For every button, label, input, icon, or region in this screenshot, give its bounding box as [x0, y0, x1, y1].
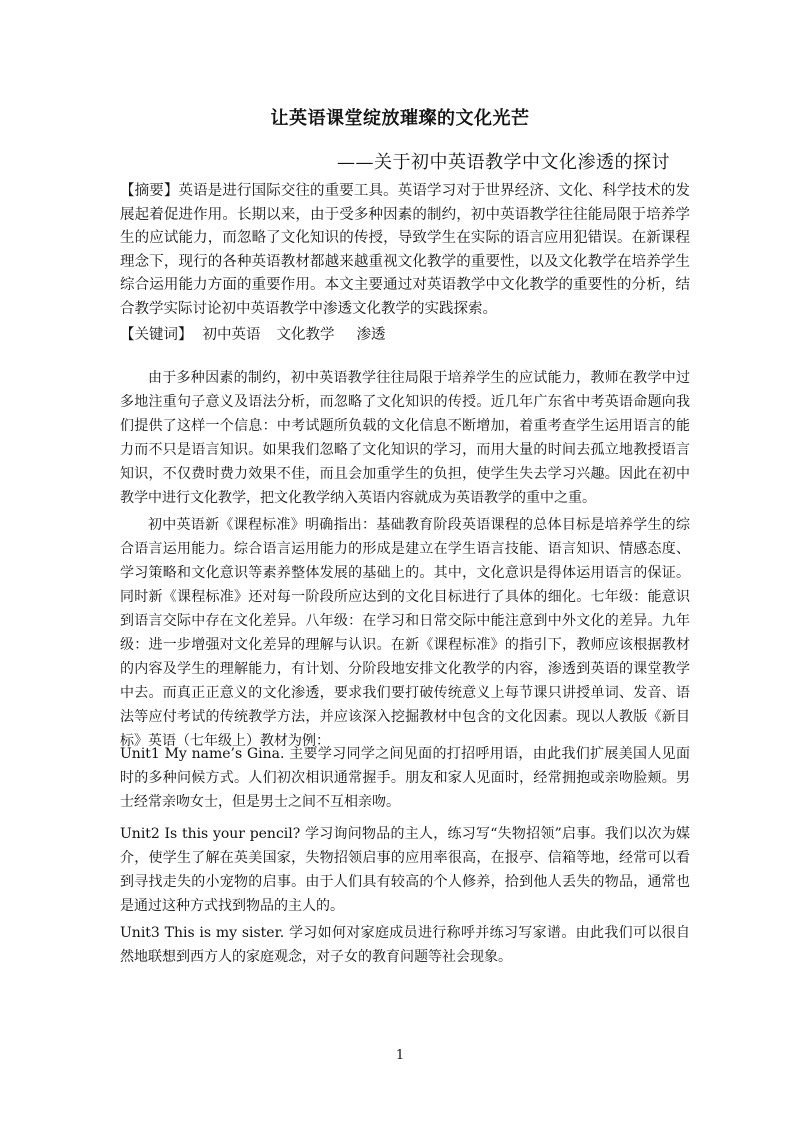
document-subtitle: ——关于初中英语教学中文化渗透的探讨 — [337, 152, 670, 173]
keywords — [120, 323, 690, 347]
abstract — [120, 180, 690, 321]
abstract-text: 英语是进行国际交往的重要工具。英语学习对于世界经济、文化、科学技术的发展起着促进作用。长期以来，由于受多种因素的制约，初中英语教学往往能局限于培养学生的应试能力，而忽略了文化知识的传授，导致学生在实际的语言应用犯错误。在新课程理念下，现行的各种英语教材都越来越重视文化教学的重要性，以及文化教学在培养学生综合运用能力方面的重要作用。本文主要通过对英语教学中文化教学的重要性的分析，结合教学实际讨论初中英语教学中渗透文化教学的实践探索。 — [120, 183, 691, 317]
unit-1-paragraph: Unit1 My name’s Gina. 主要学习同学之间见面的打招呼用语，由此我们扩展美国人见面时的多种问候方式。人们初次相识通常握手。朋友和家人见面时，经常拥抱或亲吻脸颊。男士经常亲吻女士，但是男士之间不互相亲吻。 — [120, 746, 690, 810]
unit-3-paragraph: Unit3 This is my sister. 学习如何对家庭成员进行称呼并练习写家谱。由此我们可以很自然地联想到西方人的家庭观念，对子女的教育问题等社会现象。 — [120, 925, 690, 965]
keyword-item: 渗透 — [356, 327, 386, 343]
body-paragraph-1: 由于多种因素的制约，初中英语教学往往局限于培养学生的应试能力，教师在教学中过多地注重句子意义及语法分析，而忽略了文化知识的传授。近几年广东省中考英语命题向我们提供了这样一个信息：中考试题所负载的文化信息不断增加，着重考查学生运用语言的能力而不只是语言知识。如果我们忽略了文化知识的学习，而用大量的时间去孤立地教授语言知识，不仅费时费力效果不佳，而且会加重学生的负担，使学生失去学习兴趣。因此在初中教学中进行文化教学，把文化教学纳入英语内容就成为英语教学的重中之重。 — [120, 370, 690, 506]
keyword-item: 文化教学 — [276, 327, 335, 343]
body-paragraph-2: 初中英语新《课程标准》明确指出：基础教育阶段英语课程的总体目标是培养学生的综合语言运用能力。综合语言运用能力的形成是建立在学生语言技能、语言知识、情感态度、学习策略和文化意识等素养整体发展的基础上的。其中，文化意识是得体运用语言的保证。同时新《课程标准》还对每一阶段所应达到的文化目标进行了具体的细化。七年级：能意识到语言交际中存在文化差异。八年级：在学习和日常交际中能注意到中外文化的差异。九年级：进一步增强对文化差异的理解与认识。在新《课程标准》的指引下，教师应该根据教材的内容及学生的理解能力，有计划、分阶段地安排文化教学的内容，渗透到英语的课堂教学中去。而真正正意义的文化渗透，要求我们要打破传统意义上每节课只讲授单词、发音、语法等应付考试的传统教学方法，并应该深入挖掘教材中包含的文化因素。现以人教版《新目标》英语（七年级上）教材为例： — [120, 517, 690, 749]
keyword-item: 初中英语 — [202, 327, 261, 343]
document-title: 让英语课堂绽放璀璨的文化光芒 — [270, 108, 530, 129]
abstract-label: 【摘要】 — [120, 183, 179, 199]
keywords-label: 【关键词】 — [120, 327, 193, 343]
unit-2-paragraph: Unit2 Is this your pencil? 学习询问物品的主人，练习写“失物招领”启事。我们以次为媒介，使学生了解在英美国家，失物招领启事的应用率很高，在报亭、信箱等地，经常可以看到寻找走失的小宠物的启事。由于人们具有较高的个人修养，拾到他人丢失的物品，通常也是通过这种方式找到物品的主人的。 — [120, 826, 690, 914]
page-number: 1 — [395, 1048, 405, 1063]
